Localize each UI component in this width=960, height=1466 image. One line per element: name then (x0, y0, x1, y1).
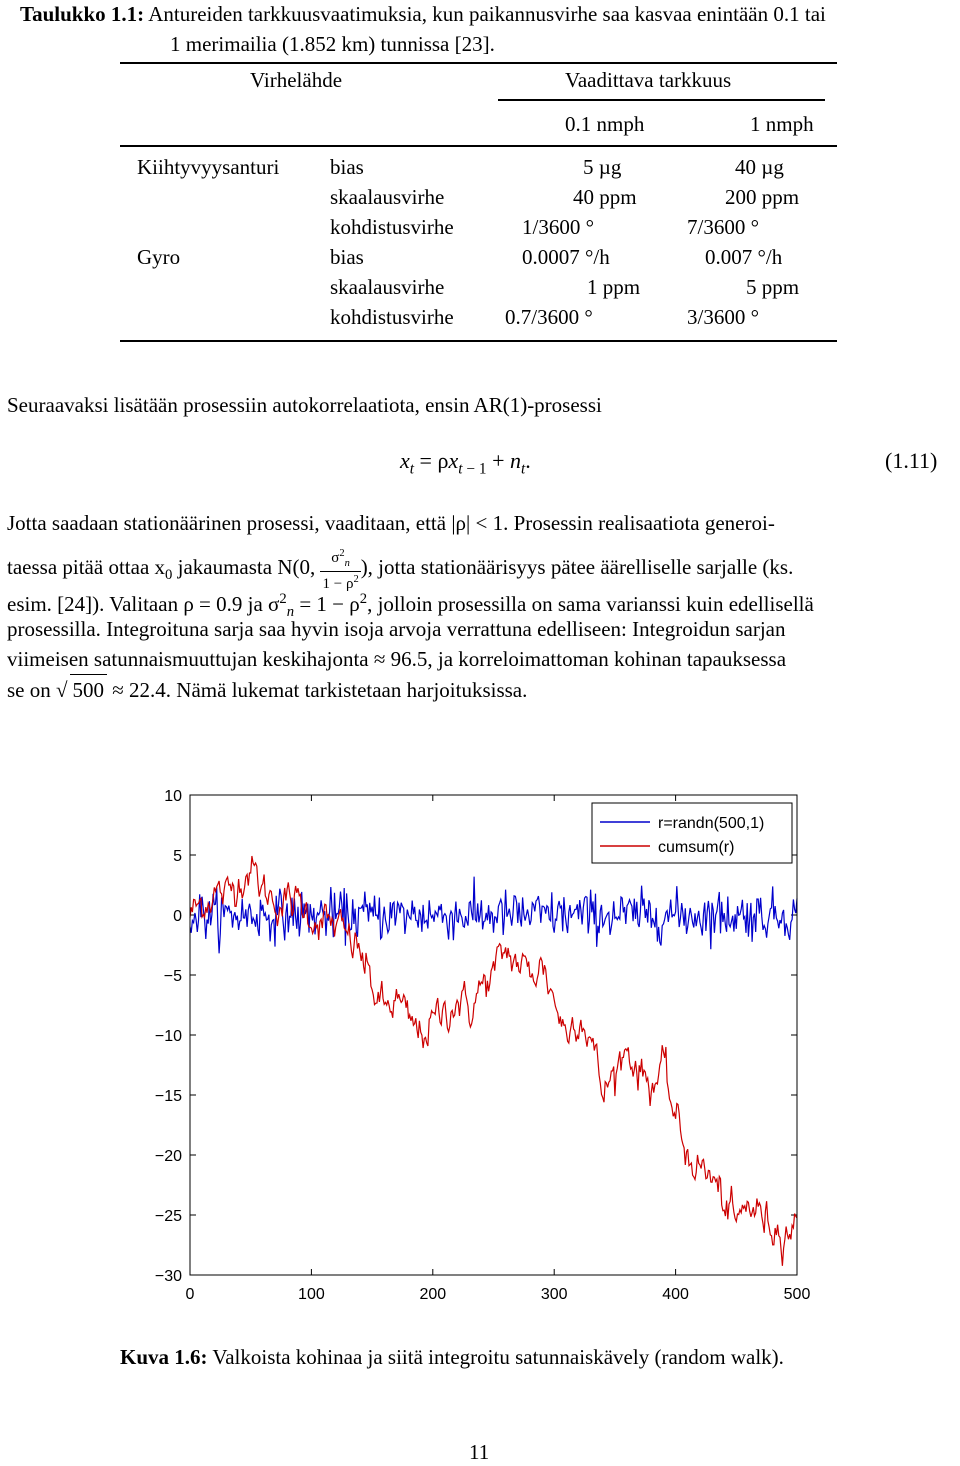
y-tick-label: 0 (173, 908, 182, 925)
x-tick-label: 400 (662, 1286, 689, 1303)
series-white-noise-line (190, 877, 797, 954)
table-cell-error: skaalausvirhe (330, 275, 445, 299)
paragraph-line: Jotta saadaan stationäärinen prosessi, vaaditaan, että |ρ| < 1. Prosessin realisaatiota generoi- (7, 511, 775, 535)
table-cell-error: bias (330, 155, 364, 179)
table-cell-v1: 5 µg (583, 155, 622, 179)
figure-caption-text: Valkoista kohinaa ja siitä integroitu satunnaiskävely (random walk). (212, 1345, 784, 1369)
paragraph-line-fraction: taessa pitää ottaa $x_0$ jakaumasta N(0, $\frac{\sigma^2_n}{1 - \rho^2}$ ), jotta stationäärisyys pätee äärelliselle sarjalle (ks. (7, 548, 794, 592)
paragraph-line-sqrt: se on √ 500 ≈ 22.4. Nämä lukemat tarkistetaan harjoituksissa. (7, 674, 527, 705)
header-source: Virhelähde (250, 68, 343, 92)
table-caption (20, 0, 826, 28)
table-cell-v1: 0.0007 °/h (522, 245, 610, 269)
table-cell-v1: 1 ppm (587, 275, 641, 299)
y-tick-label: −5 (163, 968, 182, 985)
figure-caption-label: Kuva 1.6: (120, 1345, 208, 1369)
table-cell-v2: 40 µg (735, 155, 784, 179)
x-tick-label: 100 (298, 1286, 325, 1303)
header-accuracy: Vaadittava tarkkuus (565, 68, 732, 92)
y-tick-label: 10 (164, 788, 182, 805)
random-walk-chart (110, 760, 830, 1320)
y-tick-label: 5 (173, 848, 182, 865)
table-bottom-rule (120, 340, 837, 342)
legend-label: cumsum(r) (658, 839, 735, 856)
series-random-walk-line (190, 856, 797, 1266)
table-caption-line2: 1 merimailia (1.852 km) tunnissa [23]. (170, 32, 495, 56)
x-tick-label: 0 (185, 1286, 195, 1303)
y-tick-label: −20 (154, 1148, 182, 1165)
equation-ar1: $x_t = \rho x_{t - 1} + n_t$. (400, 448, 531, 478)
y-tick-label: −30 (154, 1268, 182, 1285)
table-caption-text: Antureiden tarkkuusvaatimuksia, kun paikannusvirhe saa kasvaa enintään 0.1 tai (148, 2, 826, 26)
table-cell-v1: 0.7/3600 ° (505, 305, 593, 329)
variance-fraction: $\frac{\sigma^2_n}{1 - \rho^2}$ (322, 548, 359, 592)
figure-caption (120, 1343, 784, 1371)
paragraph-line: viimeisen satunnaismuuttujan keskihajonta ≈ 96.5, ja korreloimattoman kohinan tapauksessa (7, 647, 787, 671)
table-cell-v2: 3/3600 ° (687, 305, 759, 329)
paragraph-line: prosessilla. Integroituna sarja saa hyvin isoja arvoja verrattuna edelliseen: Integroidun sarjan (7, 617, 786, 641)
table-cell-v2: 7/3600 ° (687, 215, 759, 239)
table-caption-label: Taulukko 1.1: (20, 2, 145, 26)
table-cell-group: Gyro (137, 245, 181, 269)
table-cell-v2: 5 ppm (746, 275, 800, 299)
intro-paragraph: Seuraavaksi lisätään prosessiin autokorrelaatiota, ensin AR(1)-prosessi (7, 393, 602, 417)
table-cell-v1: 1/3600 ° (522, 215, 594, 239)
page-number: 11 (469, 1440, 490, 1464)
table-cell-v1: 40 ppm (573, 185, 637, 209)
sqrt-500: 500 (70, 674, 108, 705)
header-col1: 0.1 nmph (565, 112, 645, 136)
header-col2: 1 nmph (750, 112, 814, 136)
table-cell-error: kohdistusvirhe (330, 215, 454, 239)
table-cell-v2: 200 ppm (725, 185, 800, 209)
table-cell-error: kohdistusvirhe (330, 305, 454, 329)
x-tick-label: 500 (783, 1286, 811, 1303)
table-cell-group: Kiihtyvyysanturi (137, 155, 280, 179)
plot-frame (190, 795, 797, 1275)
table-top-rule (120, 62, 837, 64)
y-tick-label: −15 (154, 1088, 182, 1105)
x-tick-label: 300 (540, 1286, 568, 1303)
x-tick-label: 200 (419, 1286, 447, 1303)
header-subrule (498, 99, 825, 101)
table-mid-rule (120, 145, 837, 147)
table-cell-error: bias (330, 245, 364, 269)
y-tick-label: −10 (154, 1028, 182, 1045)
paragraph-line-sigma: esim. [24]). Valitaan ρ = 0.9 ja $\sigma^2_n = 1 - \rho^2$, jolloin prosessilla on sama varianssi kuin edellisellä (7, 591, 814, 621)
table-cell-error: skaalausvirhe (330, 185, 445, 209)
legend-label: r=randn(500,1) (658, 815, 765, 832)
equation-number: (1.11) (885, 448, 938, 473)
y-tick-label: −25 (154, 1208, 182, 1225)
table-cell-v2: 0.007 °/h (705, 245, 783, 269)
